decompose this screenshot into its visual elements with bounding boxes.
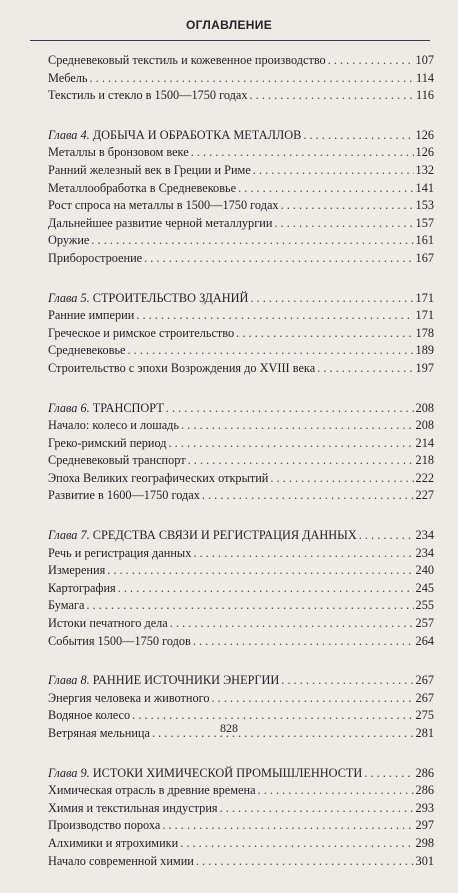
toc-entry[interactable] xyxy=(48,691,434,709)
chapter-title: СТРОИТЕЛЬСТВО ЗДАНИЙ xyxy=(92,290,249,305)
leader-dots xyxy=(238,181,413,196)
chapter-title: РАННИЕ ИСТОЧНИКИ ЭНЕРГИИ xyxy=(92,673,280,688)
toc-entry-title: Производство пороха xyxy=(48,818,161,833)
leader-dots xyxy=(328,53,414,68)
toc-entry-page: 171 xyxy=(415,308,434,323)
leader-dots xyxy=(364,766,413,781)
leader-dots xyxy=(86,598,413,613)
toc-entry-page: 214 xyxy=(415,435,434,450)
chapter-title: СРЕДСТВА СВЯЗИ И РЕГИСТРАЦИЯ ДАННЫХ xyxy=(92,528,357,543)
leader-dots xyxy=(107,563,413,578)
toc-entry-title: Дальнейшее развитие черной металлургии xyxy=(48,215,273,230)
leader-dots xyxy=(181,418,414,433)
table-of-contents xyxy=(48,53,434,893)
toc-entry-title: Текстиль и стекло в 1500—1750 годах xyxy=(48,88,248,103)
toc-entry-title: Средневековье xyxy=(48,343,126,358)
toc-entry[interactable] xyxy=(48,216,434,234)
toc-entry-title: Начало: колесо и лошадь xyxy=(48,418,180,433)
toc-entry-title: Металлы в бронзовом веке xyxy=(48,145,189,160)
toc-entry-page: 161 xyxy=(415,233,434,248)
toc-entry-page: 255 xyxy=(415,598,434,613)
chapter-heading[interactable] xyxy=(48,528,434,546)
toc-entry-title: Начало современной химии xyxy=(48,853,194,868)
toc-entry-page: 126 xyxy=(415,145,434,160)
leader-dots xyxy=(196,854,414,869)
toc-entry[interactable] xyxy=(48,343,434,361)
toc-entry-page: 257 xyxy=(415,616,434,631)
chapter-number: Глава 7. xyxy=(48,528,90,543)
toc-entry-page: 116 xyxy=(416,88,434,103)
leader-dots xyxy=(166,401,414,416)
chapter-heading[interactable] xyxy=(48,401,434,419)
chapter-heading[interactable] xyxy=(48,766,434,784)
toc-entry[interactable] xyxy=(48,326,434,344)
chapter-heading[interactable] xyxy=(48,673,434,691)
toc-entry-page: 189 xyxy=(415,343,434,358)
chapter-title: ИСТОКИ ХИМИЧЕСКОЙ ПРОМЫШЛЕННОСТИ xyxy=(92,765,363,780)
toc-chapter-6 xyxy=(48,401,434,507)
toc-entry-page: 132 xyxy=(415,162,434,177)
leader-dots xyxy=(253,163,414,178)
leader-dots xyxy=(118,581,414,596)
chapter-heading[interactable] xyxy=(48,128,434,146)
toc-entry-page: 208 xyxy=(415,418,434,433)
toc-entry[interactable] xyxy=(48,53,434,71)
chapter-page: 208 xyxy=(415,400,434,415)
toc-entry-title: Бумага xyxy=(48,598,85,613)
page-header-title: ОГЛАВЛЕНИЕ xyxy=(185,18,272,32)
leader-dots xyxy=(188,453,414,468)
chapter-title: ТРАНСПОРТ xyxy=(92,400,164,415)
chapter-page: 126 xyxy=(415,127,434,142)
toc-entry-title: Химическая отрасль в древние времена xyxy=(48,783,256,798)
chapter-number: Глава 4. xyxy=(48,127,90,142)
toc-entry-page: 218 xyxy=(415,453,434,468)
toc-entry-title: Строительство с эпохи Возрождения до XVIII века xyxy=(48,360,316,375)
toc-entry-title: Ранний железный век в Греции и Риме xyxy=(48,162,251,177)
toc-entry-title: Речь и регистрация данных xyxy=(48,545,192,560)
leader-dots xyxy=(270,471,413,486)
leader-dots xyxy=(193,634,414,649)
toc-entry[interactable] xyxy=(48,233,434,251)
leader-dots xyxy=(90,71,414,86)
toc-chapter-4 xyxy=(48,128,434,269)
toc-entry[interactable] xyxy=(48,563,434,581)
toc-entry[interactable] xyxy=(48,71,434,89)
toc-entry[interactable] xyxy=(48,801,434,819)
toc-entry[interactable] xyxy=(48,634,434,652)
leader-dots xyxy=(169,436,414,451)
toc-entry[interactable] xyxy=(48,361,434,379)
toc-entry-page: 281 xyxy=(415,726,434,740)
chapter-page: 171 xyxy=(415,290,434,305)
toc-entry-page: 178 xyxy=(415,325,434,340)
toc-entry[interactable] xyxy=(48,251,434,269)
toc-entry[interactable] xyxy=(48,616,434,634)
leader-dots xyxy=(359,528,414,543)
chapter-page: 267 xyxy=(415,673,434,688)
toc-entry[interactable] xyxy=(48,598,434,616)
toc-entry-page: 197 xyxy=(415,360,434,375)
chapter-page: 286 xyxy=(415,765,434,780)
chapter-title: ДОБЫЧА И ОБРАБОТКА МЕТАЛЛОВ xyxy=(92,127,302,142)
toc-entry-title: Развитие в 1600—1750 годах xyxy=(48,488,200,503)
toc-entry-title: Ветряная мельница xyxy=(48,726,150,740)
toc-entry[interactable] xyxy=(48,181,434,199)
chapter-heading[interactable] xyxy=(48,291,434,309)
toc-entry-page: 298 xyxy=(415,835,434,850)
toc-entry-page: 297 xyxy=(415,818,434,833)
header-rule xyxy=(30,40,430,41)
toc-entry-title: Энергия человека и животного xyxy=(48,690,210,705)
toc-entry[interactable] xyxy=(48,546,434,564)
toc-entry[interactable] xyxy=(48,783,434,801)
toc-entry-page: 286 xyxy=(415,783,434,798)
toc-entry-page: 167 xyxy=(415,250,434,265)
leader-dots xyxy=(193,546,413,561)
toc-entry-title: Оружие xyxy=(48,233,90,248)
toc-entry[interactable] xyxy=(48,308,434,326)
chapter-number: Глава 5. xyxy=(48,290,90,305)
toc-entry-title: Эпоха Великих географических открытий xyxy=(48,470,269,485)
toc-entry-page: 245 xyxy=(415,580,434,595)
toc-entry[interactable] xyxy=(48,88,434,106)
toc-entry-page: 264 xyxy=(415,633,434,648)
toc-entry-title: Средневековый текстиль и кожевенное производство xyxy=(48,53,326,67)
toc-entry-title: Ранние империи xyxy=(48,308,135,323)
toc-chapter-7 xyxy=(48,528,434,651)
toc-entry[interactable] xyxy=(48,836,434,854)
toc-entry[interactable] xyxy=(48,418,434,436)
leader-dots xyxy=(258,783,414,798)
toc-entry-title: Греческое и римское строительство xyxy=(48,325,235,340)
page-number: 828 xyxy=(220,721,238,735)
toc-entry[interactable] xyxy=(48,471,434,489)
leader-dots xyxy=(274,216,413,231)
leader-dots xyxy=(281,673,413,688)
toc-entry-page: 267 xyxy=(415,690,434,705)
leader-dots xyxy=(136,308,413,323)
toc-entry[interactable] xyxy=(48,436,434,454)
leader-dots xyxy=(144,251,413,266)
toc-chapter-9 xyxy=(48,766,434,872)
leader-dots xyxy=(180,836,413,851)
toc-entry-title: Средневековый транспорт xyxy=(48,453,186,468)
toc-entry-title: Водяное колесо xyxy=(48,708,131,723)
toc-entry[interactable] xyxy=(48,818,434,836)
leader-dots xyxy=(202,488,414,503)
leader-dots xyxy=(250,291,413,306)
toc-entry[interactable] xyxy=(48,145,434,163)
toc-entry-title: Измерения xyxy=(48,563,106,578)
toc-section-continued xyxy=(48,53,434,106)
leader-dots xyxy=(91,233,413,248)
chapter-number: Глава 6. xyxy=(48,400,90,415)
toc-entry-page: 293 xyxy=(415,800,434,815)
leader-dots xyxy=(191,145,414,160)
toc-entry-page: 141 xyxy=(415,180,434,195)
toc-entry[interactable] xyxy=(48,488,434,506)
leader-dots xyxy=(236,326,413,341)
toc-entry[interactable] xyxy=(48,854,434,872)
leader-dots xyxy=(281,198,414,213)
toc-entry-title: Приборостроение xyxy=(48,250,143,265)
toc-entry-title: Истоки печатного дела xyxy=(48,616,168,631)
leader-dots xyxy=(128,343,414,358)
toc-entry-page: 114 xyxy=(416,70,434,85)
toc-entry-title: События 1500—1750 годов xyxy=(48,633,191,648)
toc-entry-page: 222 xyxy=(415,470,434,485)
toc-entry[interactable] xyxy=(48,453,434,471)
toc-entry-page: 227 xyxy=(415,488,434,503)
leader-dots xyxy=(317,361,413,376)
toc-entry-title: Греко-римский период xyxy=(48,435,167,450)
toc-entry-page: 107 xyxy=(415,53,434,67)
toc-entry-title: Рост спроса на металлы в 1500—1750 годах xyxy=(48,198,279,213)
leader-dots xyxy=(212,691,414,706)
leader-dots xyxy=(250,88,414,103)
toc-entry-page: 234 xyxy=(415,545,434,560)
chapter-page: 234 xyxy=(415,528,434,543)
leader-dots xyxy=(162,818,413,833)
leader-dots xyxy=(170,616,414,631)
toc-entry-title: Металлообработка в Средневековье xyxy=(48,180,237,195)
toc-entry-page: 301 xyxy=(415,853,434,868)
toc-entry-title: Химия и текстильная индустрия xyxy=(48,800,218,815)
toc-entry-page: 275 xyxy=(415,708,434,723)
chapter-number: Глава 9. xyxy=(48,765,90,780)
toc-entry[interactable] xyxy=(48,163,434,181)
leader-dots xyxy=(220,801,414,816)
toc-entry[interactable] xyxy=(48,198,434,216)
toc-chapter-5 xyxy=(48,291,434,379)
toc-entry-page: 240 xyxy=(415,563,434,578)
toc-entry-title: Мебель xyxy=(48,70,88,85)
toc-entry-title: Алхимики и ятрохимики xyxy=(48,835,179,850)
toc-entry-title: Картография xyxy=(48,580,116,595)
toc-entry-page: 157 xyxy=(415,215,434,230)
chapter-number: Глава 8. xyxy=(48,673,90,688)
leader-dots xyxy=(303,128,413,143)
toc-entry[interactable] xyxy=(48,581,434,599)
toc-entry-page: 153 xyxy=(415,198,434,213)
